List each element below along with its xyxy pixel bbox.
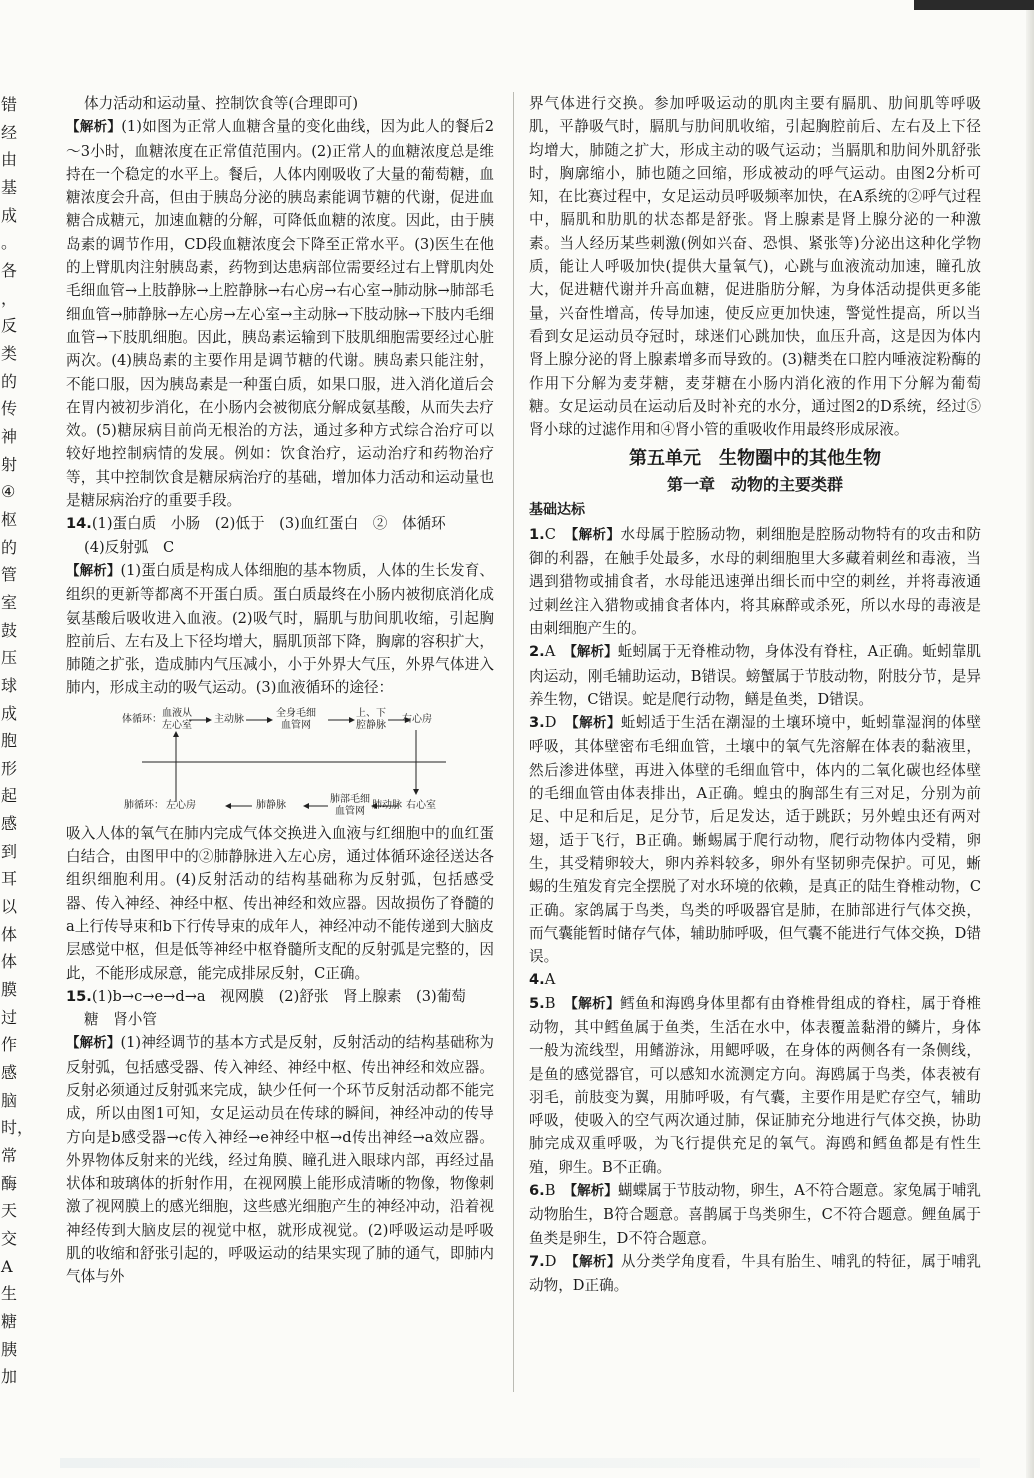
question-2: 2.A 【 解析 】 蚯蚓属于无脊椎动物，身体没有脊柱，A正确。蚯蚓靠肌肉运动，刚毛辅助运动，B错误。螃蟹属于节肢动物，附肢分节，是异养生物，C错误。蛇是爬行动物，鳝是鱼类，D错误。 <box>529 640 981 711</box>
edge-char: 加 <box>1 1367 18 1387</box>
question-1: 1.C 【 解析 】 水母属于腔肠动物，刺细胞是腔肠动物特有的攻击和防御的利器，在触手处最多，水母的刺细胞里大多藏着刺丝和毒液，当遇到猎物或捕食者，水母能迅速弹出细长而中空的刺丝，并将毒液通过刺丝注入猎物或捕食者体内，将其麻醉或杀死，所以水母的毒液是由刺细胞产生的。 <box>529 523 981 640</box>
edge-char: 作 <box>1 1035 18 1055</box>
question-3: 3.D 【 解析 】 蚯蚓适于生活在潮湿的土壤环境中，蚯蚓靠湿润的体壁呼吸，其体壁密布毛细血管，土壤中的氧气先溶解在体表的黏液里，然后渗进体壁，再进入体壁的毛细血管中，体内的二氧化碳也经体壁的毛细血管由体表排出，A正确。蝗虫的胸部生有三对足，分别为前足、中足和后足，足分节，后足发达，适于跳跃；另外蝗虫还有两对翅，适于飞行，B正确。蜥蜴属于爬行动物，爬行动物体内受精，卵生，其受精卵较大，卵内养料较多，卵外有坚韧卵壳保护。可见，蜥蜴的生殖发育完全摆脱了对水环境的依赖，是真正的陆生脊椎动物，C正确。家鸽属于鸟类，鸟类的呼吸器官是肺，在肺部进行气体交换，而气囊能暂时储存气体，辅助肺呼吸，但气囊不能进行气体交换，D错误。 <box>529 711 981 968</box>
analysis-13: 【 解析 】 (1)如图为正常人血糖含量的变化曲线，因为此人的餐后2～3小时，血糖浓度在正常值范围内。(2)正常人的血糖浓度总是维持在一个稳定的水平上。餐后，人体内刚吸收了大量的葡萄糖，血糖浓度会升高，但由于胰岛分泌的胰岛素能调节糖的代谢，促进血糖合成糖元，加速血糖的分解，可降低血糖的浓度。因此，由于胰岛素的调节作用，CD段血糖浓度会下降至正常水平。(3)医生在他的上臂肌肉注射胰岛素，药物到达患病部位需要经过右上臂肌肉处毛细血管→上肢静脉→上腔静脉→右心房→右心室→肺动脉→肺部毛细血管→肺静脉→左心房→左心室→主动脉→下肢动脉→下肢内毛细血管→下肢肌细胞。因此，胰岛素运输到下肢肌细胞需要经过心脏两次。(4)胰岛素的主要作用是调节糖的代谢。胰岛素只能注射，不能口服，因为胰岛素是一种蛋白质，如果口服，进入消化道后会在胃内被初步消化，在小肠内会被彻底分解成氨基酸，从而失去疗效。(5)糖尿病目前尚无根治的方法，通过多种方式综合治疗可以较好地控制病情的发展。例如：饮食治疗，运动治疗和药物治疗等，其中控制饮食是糖尿病治疗的基础，增加体力活动和运动量也是糖尿病治疗的重要手段。 <box>66 115 494 512</box>
analysis-tag: 【 解析 】 <box>570 644 618 660</box>
edge-char: 起 <box>1 786 18 806</box>
edge-char: 常 <box>1 1146 18 1166</box>
edge-char: 各 <box>1 260 18 280</box>
analysis-tag: 【 解析 】 <box>66 563 120 579</box>
edge-char: 膜 <box>1 980 18 1000</box>
edge-char: 过 <box>1 1007 18 1027</box>
edge-char: 形 <box>1 758 18 778</box>
edge-char: 的 <box>1 371 18 391</box>
question-number: 15. <box>66 987 92 1005</box>
diagram-node-vena-cava: 上、下 腔静脉 <box>356 707 386 731</box>
analysis-tag: 【 解析 】 <box>66 1035 120 1051</box>
edge-char: ④ <box>1 482 16 502</box>
diagram-node-left-ventricle-start: 血液从 左心室 <box>162 707 192 731</box>
edge-char: 经 <box>1 122 18 142</box>
diagram-node-right-ventricle: 右心室 <box>406 799 436 811</box>
right-column <box>529 92 981 1298</box>
edge-char: 射 <box>1 454 18 474</box>
question-6: 6.B 【 解析 】 蝴蝶属于节肢动物，卵生，A不符合题意。家兔属于哺乳动物胎生，B符合题意。喜鹊属于鸟类卵生，C不符合题意。鲤鱼属于鱼类是卵生，D不符合题意。 <box>529 1179 981 1250</box>
edge-char: A <box>1 1256 13 1276</box>
edge-char: 成 <box>1 703 18 723</box>
edge-char: 球 <box>1 675 18 695</box>
edge-char: 耳 <box>1 869 18 889</box>
body-circulation-label: 体循环： <box>122 713 162 725</box>
question-number: 14. <box>66 515 92 533</box>
lung-circulation-label: 肺循环： <box>124 799 164 811</box>
diagram-node-lung-capillaries: 肺部毛细 血管网 <box>330 793 370 817</box>
edge-char: 天 <box>1 1201 18 1221</box>
edge-char: 交 <box>1 1229 18 1249</box>
edge-char: 糖 <box>1 1312 18 1332</box>
edge-char: 感 <box>1 814 18 834</box>
edge-char: 反 <box>1 316 18 336</box>
diagram-node-aorta: 主动脉 <box>214 713 244 725</box>
diagram-node-body-capillaries: 全身毛细 血管网 <box>276 707 316 731</box>
edge-char: 酶 <box>1 1173 18 1193</box>
edge-char: 枢 <box>1 509 18 529</box>
section-label: 基础达标 <box>529 502 585 519</box>
answer-choice: A <box>544 643 556 661</box>
edge-char: 体 <box>1 924 18 944</box>
analysis-tag: 【 解析 】 <box>571 527 620 543</box>
analysis-tag: 【 解析 】 <box>572 715 621 731</box>
edge-char: 压 <box>1 648 18 668</box>
diagram-node-right-atrium: 右心房 <box>402 713 432 725</box>
answer-13-tail: 体力活动和运动量、控制饮食等(合理即可) <box>84 95 359 112</box>
answer-choice: C <box>544 525 556 543</box>
left-column <box>66 92 494 1289</box>
page-corner-mark <box>914 0 1034 10</box>
analysis-14-part1: 【 解析 】 (1)蛋白质是构成人体细胞的基本物质，人体的生长发育、组织的更新等都离不开蛋白质。蛋白质最终在小肠内被彻底消化成氨基酸后吸收进入血液。(2)吸气时，膈肌与肋间肌收缩，引起胸腔前后、左右及上下径均增大，膈肌顶部下降，胸廓的容积扩大，肺随之扩张，造成肺内气压减小，小于外界大气压，外界气体进入肺内，形成主动的吸气运动。(3)血液循环的途径： <box>66 559 494 700</box>
edge-char: 。 <box>1 233 18 253</box>
blood-circulation-diagram <box>66 702 494 818</box>
unit-title: 第五单元 生物圈中的其他生物 <box>629 448 881 470</box>
edge-char: 时， <box>1 1118 34 1138</box>
analysis-tag: 【 解析 】 <box>572 1254 621 1270</box>
edge-char: 胞 <box>1 731 18 751</box>
analysis-15: 【 解析 】 (1)神经调节的基本方式是反射，反射活动的结构基础称为反射弧，包括感受器、传入神经、神经中枢、传出神经和效应器。反射必须通过反射弧来完成，缺少任何一个环节反射活动都不能完成，所以由图1可知，女足运动员在传球的瞬间，神经冲动的传导方向是b感受器→c传入神经→e神经中枢→d传出神经→a效应器。外界物体反射来的光线，经过角膜、瞳孔进入眼球内部，再经过晶状体和玻璃体的折射作用，在视网膜上能形成清晰的物像，物像刺激了视网膜上的感光细胞，这些感光细胞产生的神经冲动，沿着视神经传到大脑皮层的视觉中枢，就形成视觉。(2)呼吸运动是呼吸肌的收缩和舒张引起的，呼吸运动的结果实现了肺的通气，即肺内气体与外 <box>66 1031 494 1288</box>
answer-choice: A <box>544 971 556 989</box>
edge-char: 神 <box>1 426 18 446</box>
edge-char: 感 <box>1 1063 18 1083</box>
edge-char: 到 <box>1 841 18 861</box>
answer-choice: B <box>544 1182 556 1200</box>
page-footer-shading <box>60 1458 980 1468</box>
edge-char: 鼓 <box>1 620 18 640</box>
edge-char: 胰 <box>1 1339 18 1359</box>
edge-char: 类 <box>1 343 18 363</box>
answer-14: 14.(1)蛋白质 小肠 (2)低于 (3)血红蛋白 ② 体循环 <box>66 515 446 533</box>
question-7: 7.D 【 解析 】 从分类学角度看，牛具有胎生、哺乳的特征，属于哺乳动物，D正确。 <box>529 1250 981 1298</box>
edge-char: 错 <box>1 95 18 114</box>
edge-char: 基 <box>1 177 18 197</box>
edge-char: 生 <box>1 1284 18 1304</box>
column-divider <box>513 92 514 1392</box>
edge-char: 的 <box>1 537 18 557</box>
answer-choice: B <box>544 994 556 1012</box>
previous-page-edge-text <box>0 0 34 1478</box>
answer-15: 15.(1)b→c→e→d→a 视网膜 (2)舒张 肾上腺素 (3)葡萄 <box>66 987 466 1005</box>
edge-char: 体 <box>1 952 18 972</box>
answer-choice: D <box>544 1252 557 1270</box>
edge-char: 脑 <box>1 1090 18 1110</box>
answer-choice: D <box>544 714 557 732</box>
chapter-title: 第一章 动物的主要类群 <box>666 475 843 495</box>
diagram-node-left-atrium: 左心房 <box>166 799 196 811</box>
edge-char: 由 <box>1 150 18 170</box>
diagram-node-pulmonary-vein: 肺静脉 <box>256 799 286 811</box>
page-edge <box>1026 0 1034 1478</box>
answer-15-line2: 糖 肾小管 <box>84 1011 157 1029</box>
question-5: 5.B 【 解析 】 鳕鱼和海鸥身体里都有由脊椎骨组成的脊柱，属于脊椎动物，其中鳕鱼属于鱼类，生活在水中，体表覆盖黏滑的鳞片，身体一般为流线型，用鳍游泳，用鳃呼吸，在身体的两侧各有一条侧线，是鱼的感觉器官，可以感知水流测定方向。海鸥属于鸟类，体表被有羽毛，前肢变为翼，用肺呼吸，有气囊，主要作用是贮存空气，辅助呼吸，使吸入的空气两次通过肺，保证肺充分地进行气体交换，协助肺完成双重呼吸，为飞行提供充足的氧气。海鸥和鳕鱼都是有性生殖，卵生。B不正确。 <box>529 992 981 1179</box>
edge-char: 以 <box>1 897 18 917</box>
question-4: 4.A <box>529 971 556 989</box>
analysis-tag: 【 解析 】 <box>66 119 121 135</box>
diagram-node-pulmonary-artery: 肺动脉 <box>372 799 402 811</box>
analysis-15-continued: 界气体进行交换。参加呼吸运动的肌肉主要有膈肌、肋间肌等呼吸肌，平静吸气时，膈肌与肋间肌收缩，引起胸腔前后、左右及上下径均增大，肺随之扩大，形成主动的吸气运动；当膈肌和肋间外肌舒张时，胸廓缩小，肺也随之回缩，形成被动的呼气运动。由图2分析可知，在比赛过程中，女足运动员呼吸频率加快，在A系统的②呼气过程中，膈肌和肋肌的状态都是舒张。肾上腺素是肾上腺分泌的一种激素。当人经历某些刺激(例如兴奋、恐惧、紧张等)分泌出这种化学物质，能让人呼吸加快(提供大量氧气)，心跳与血液流动加速，瞳孔放大，促进糖代谢并升高血糖，促进脂肪分解，为身体活动提供更多能量，兴奋性增高，传导加速，使反应更加快速，警觉性提高，所以当看到女足运动员夺冠时，球迷们心跳加快，血压升高，这是因为体内肾上腺分泌的肾上腺素增多而导致的。(3)糖类在口腔内唾液淀粉酶的作用下分解为麦芽糖，麦芽糖在小肠内消化液的作用下分解为葡萄糖。女足运动员在运动后及时补充的水分，通过图2的D系统，经过⑤肾小球的过滤作用和④肾小管的重吸收作用最终形成尿液。 <box>529 95 981 439</box>
edge-char: 传 <box>1 399 18 419</box>
edge-char: 管 <box>1 565 18 585</box>
analysis-14-part2: 吸入人体的氧气在肺内完成气体交换进入血液与红细胞中的血红蛋白结合，由图甲中的②肺静脉进入左心房，通过体循环途径送达各组织细胞利用。(4)反射活动的结构基础称为反射弧，包括感受器、传入神经、神经中枢、传出神经和效应器。因故损伤了脊髓的a上行传导束和b下行传导束的成年人，神经冲动不能传递到大脑皮层感觉中枢，但是低等神经中枢脊髓所支配的反射弧是完整的，因此，不能形成尿意，能完成排尿反射，C正确。 <box>66 824 494 982</box>
analysis-tag: 【 解析 】 <box>570 1183 618 1199</box>
analysis-tag: 【 解析 】 <box>571 996 620 1012</box>
edge-char: 室 <box>1 592 18 612</box>
edge-char: 成 <box>1 205 18 225</box>
answer-14-line2: (4)反射弧 C <box>84 538 175 556</box>
edge-char: ， <box>1 288 18 308</box>
